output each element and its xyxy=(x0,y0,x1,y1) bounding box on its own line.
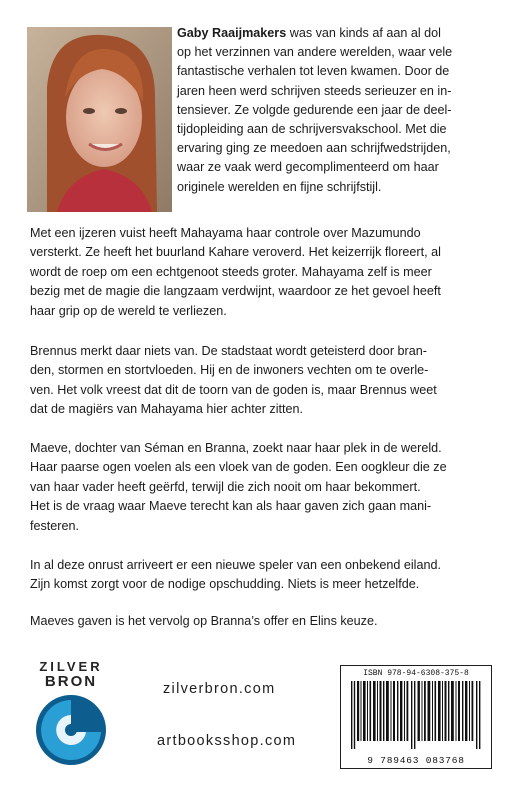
author-bio-line: waar ze vaak werd gecomplimenteerd om haar xyxy=(177,160,439,175)
isbn-label: ISBN 978-94-6308-375-8 xyxy=(363,669,469,678)
author-bio-line: ervaring ging ze meedoen aan schrijfwedstrijden, xyxy=(177,141,451,156)
author-bio-line: originele werelden en fijne schrijfstijl. xyxy=(177,179,382,194)
website-zilverbron[interactable]: zilverbron.com xyxy=(163,681,276,697)
author-bio-line: tijdopleiding aan de schrijversvakschool. Met die xyxy=(177,122,447,137)
barcode-digits: 9 789463 083768 xyxy=(367,755,465,766)
blurb-paragraph-5: Maeves gaven is het vervolg op Branna’s offer en Elins keuze. xyxy=(30,614,378,628)
publisher-logo xyxy=(26,660,116,770)
website-artbooksshop[interactable]: artbooksshop.com xyxy=(157,733,297,749)
author-bio-line: fantastische verhalen tot leven kwamen. Door de xyxy=(177,64,450,79)
blurb-paragraph-4: In al deze onrust arriveert er een nieuwe speler van een onbekend eiland. Zijn komst zorgt voor de nodige opschudding. Niets is meer hetzelfde. xyxy=(30,558,441,592)
blurb-paragraph-1: Met een ijzeren vuist heeft Mahayama haar controle over Mazumundo versterkt. Ze heeft het buurland Kahare veroverd. Het keizerrijk floreert, al wordt de roep om een echtgenoot steeds groter. Mahayama zelf is meer bezig met de magie die langzaam verdwijnt, waardoor ze het gevoel heeft haar grip op de wereld te verliezen. xyxy=(30,226,441,318)
author-name: Gaby Raaijmakers xyxy=(177,26,287,40)
author-portrait-image xyxy=(27,27,172,212)
author-bio-line: tensiever. Ze volgde gedurende een jaar de deel- xyxy=(177,102,452,117)
logo-text-top: ZILVER xyxy=(39,659,103,674)
barcode-bars xyxy=(349,681,483,749)
publisher-logo-icon xyxy=(26,690,116,768)
blurb-paragraph-3: Maeve, dochter van Séman en Branna, zoekt naar haar plek in de wereld. Haar paarse ogen voelen als een vloek van de goden. Een oogkleur die ze van haar vader heeft geërfd, terwijl die zich nooit om haar bekommert. Het is de vraag waar Maeve terecht kan als haar gaven zich gaan mani- festeren. xyxy=(30,441,447,533)
isbn-barcode xyxy=(340,665,492,769)
blurb-paragraph-2: Brennus merkt daar niets van. De stadstaat wordt geteisterd door bran- den, stormen en stortvloeden. Hij en de inwoners vechten om te overle- ven. Het volk vreest dat dit de toorn van de goden is, maar Brennus weet dat de magiërs van Mahayama hier achter zitten. xyxy=(30,344,437,417)
author-bio-line: op het verzinnen van andere werelden, waar vele xyxy=(177,45,453,60)
logo-text-bottom: BRON xyxy=(44,673,98,690)
author-bio xyxy=(177,24,487,197)
author-bio-line: Gaby Raaijmakers was van kinds af aan al dol xyxy=(177,26,441,40)
author-bio-line: jaren heen werd schrijven steeds serieuzer en in- xyxy=(177,83,452,98)
author-photo xyxy=(27,27,172,212)
